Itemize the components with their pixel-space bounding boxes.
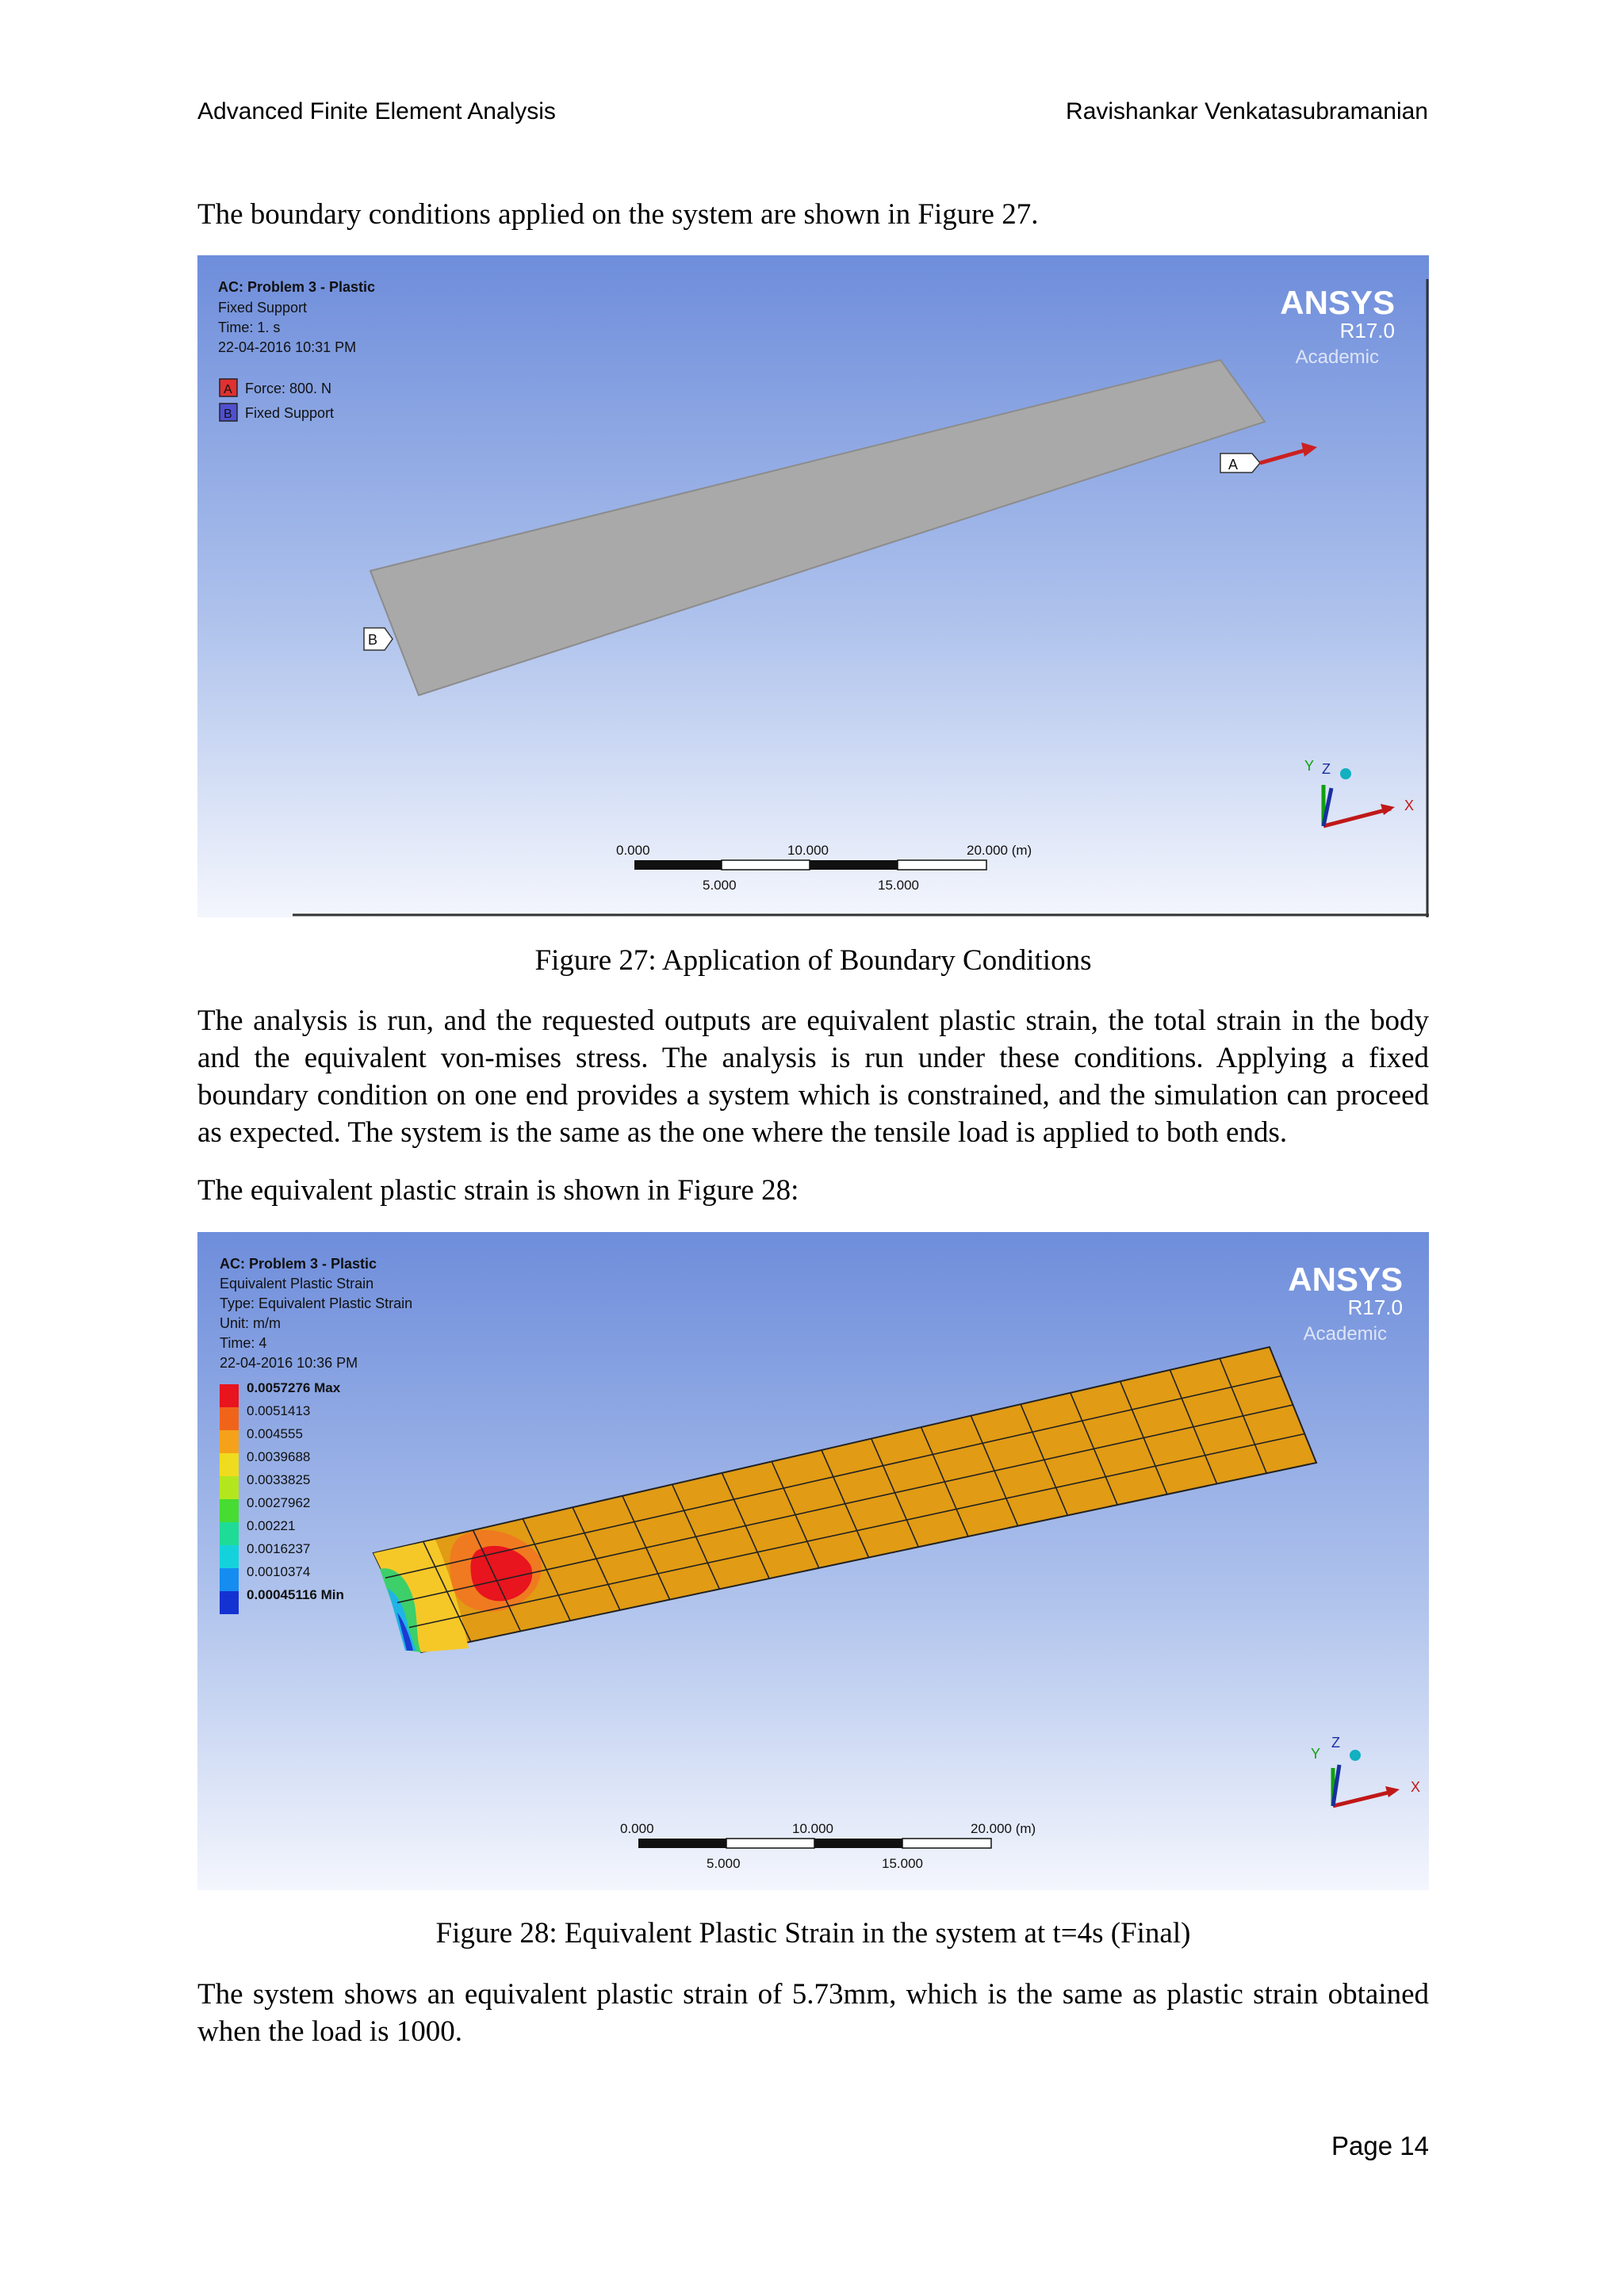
legend-a-label: Force: 800. N (245, 381, 332, 396)
figure-28-canvas (197, 1232, 1429, 1890)
paragraph-analysis: The analysis is run, and the requested outputs are equivalent plastic strain, the total strain in the body and the equivalent von-mises stress. The analysis is run under these conditions. Applying a fixed boundary condition on one end provides a system which is constrained, and the simulation can proceed as expected. The system is the same as the one where the tensile load is applied to both ends. (197, 1004, 1429, 1149)
running-header-title: Advanced Finite Element Analysis (197, 98, 556, 124)
paragraph-plastic-strain-intro: The equivalent plastic strain is shown in Figure 28: (197, 1174, 799, 1207)
contour-legend-swatch (220, 1453, 239, 1476)
legend-b-key: B (224, 408, 232, 421)
contour-legend-label: 0.0010374 (247, 1564, 311, 1579)
analysis-title: AC: Problem 3 - Plastic (220, 1256, 377, 1272)
tag-b-label: B (368, 632, 378, 648)
analysis-title: AC: Problem 3 - Plastic (218, 279, 376, 295)
analysis-line2: Type: Equivalent Plastic Strain (220, 1295, 413, 1311)
contour-legend-swatch (220, 1476, 239, 1499)
figure-28 (197, 1232, 1429, 1890)
analysis-line3: Unit: m/m (220, 1315, 282, 1331)
logo-version: R17.0 (1347, 1295, 1403, 1319)
contour-legend-swatch (220, 1545, 239, 1568)
analysis-line1: Equivalent Plastic Strain (220, 1276, 374, 1292)
contour-legend-swatch (220, 1522, 239, 1545)
scale-label-10: 10.000 (787, 843, 829, 858)
logo-edition: Academic (1295, 346, 1379, 368)
scale-label-0: 0.000 (620, 1821, 654, 1836)
scale-label-20: 20.000 (m) (971, 1821, 1036, 1836)
axis-z-label: Z (1331, 1735, 1340, 1751)
legend-a-key: A (224, 383, 232, 396)
logo-name: ANSYS (1288, 1261, 1403, 1298)
legend-b-label: Fixed Support (245, 405, 335, 421)
contour-legend-swatch (220, 1568, 239, 1591)
contour-legend-label: 0.00045116 Min (247, 1587, 344, 1602)
logo-edition: Academic (1303, 1323, 1387, 1345)
scale-label-15: 15.000 (882, 1856, 923, 1871)
running-header-author: Ravishankar Venkatasubramanian (1066, 98, 1428, 124)
page-number: Page 14 (1331, 2131, 1429, 2160)
paragraph-intro: The boundary conditions applied on the system are shown in Figure 27. (197, 198, 1039, 231)
scale-label-20: 20.000 (m) (967, 843, 1032, 858)
tag-a-label: A (1228, 457, 1239, 473)
analysis-line3: 22-04-2016 10:31 PM (218, 339, 357, 355)
analysis-line4: Time: 4 (220, 1335, 267, 1351)
contour-legend-label: 0.00221 (247, 1518, 296, 1533)
axis-x-label: X (1411, 1779, 1421, 1795)
contour-legend-label: 0.0016237 (247, 1541, 311, 1556)
contour-legend-swatch (220, 1430, 239, 1453)
contour-legend-label: 0.0057276 Max (247, 1380, 341, 1395)
logo-name: ANSYS (1280, 284, 1395, 321)
analysis-line1: Fixed Support (218, 300, 308, 316)
contour-legend-label: 0.0039688 (247, 1449, 311, 1464)
analysis-line5: 22-04-2016 10:36 PM (220, 1355, 358, 1371)
figure-27-caption: Figure 27: Application of Boundary Conditions (534, 944, 1092, 977)
figure-27 (197, 255, 1429, 917)
scale-label-5: 5.000 (703, 878, 737, 893)
axis-y-label: Y (1304, 758, 1315, 774)
axis-x-label: X (1404, 798, 1415, 813)
contour-legend-swatch (220, 1407, 239, 1430)
axis-y-label: Y (1311, 1746, 1321, 1762)
scale-label-10: 10.000 (792, 1821, 833, 1836)
paragraph-conclusion: The system shows an equivalent plastic strain of 5.73mm, which is the same as plastic strain obtained when the load is 1000. (197, 1978, 1429, 2048)
contour-legend-label: 0.0027962 (247, 1495, 311, 1510)
logo-version: R17.0 (1339, 319, 1395, 342)
contour-legend-label: 0.004555 (247, 1426, 303, 1441)
contour-legend-swatch (220, 1499, 239, 1522)
figure-27-canvas (197, 255, 1429, 917)
axis-z-label: Z (1322, 761, 1331, 777)
scale-label-15: 15.000 (878, 878, 919, 893)
contour-legend-swatch (220, 1384, 239, 1407)
contour-legend-label: 0.0051413 (247, 1403, 311, 1418)
figure-28-caption: Figure 28: Equivalent Plastic Strain in the system at t=4s (Final) (435, 1917, 1191, 1950)
scale-label-0: 0.000 (616, 843, 650, 858)
contour-legend-swatch (220, 1591, 239, 1614)
scale-label-5: 5.000 (707, 1856, 741, 1871)
analysis-line2: Time: 1. s (218, 320, 281, 335)
contour-legend-label: 0.0033825 (247, 1472, 311, 1487)
